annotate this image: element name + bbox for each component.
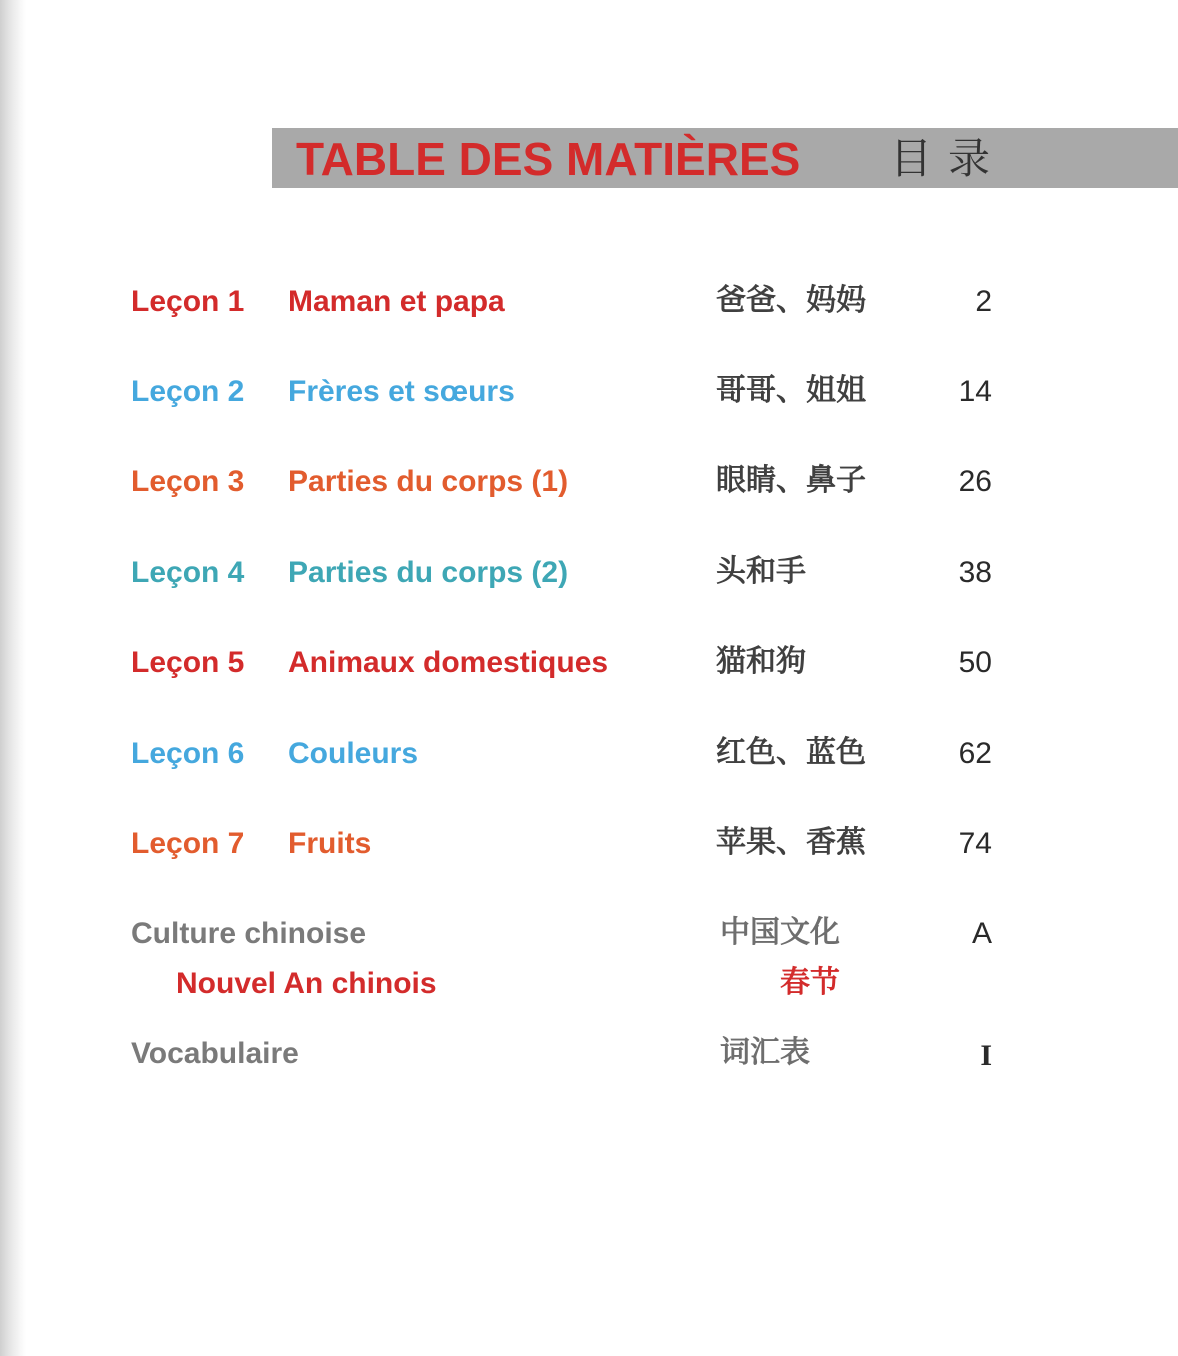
lesson-title: Animaux domestiques	[288, 646, 609, 679]
culture-sub-label-chinese: 春节	[780, 965, 840, 1000]
page-number: 26	[958, 465, 992, 498]
toc-entry-lesson-4[interactable]	[0, 551, 1178, 595]
lesson-title-chinese: 猫和狗	[716, 644, 806, 679]
lesson-number: Leçon 3	[131, 465, 245, 498]
lesson-number: Leçon 5	[131, 646, 245, 679]
lesson-number: Leçon 7	[131, 827, 245, 860]
toc-entry-lesson-1[interactable]	[0, 280, 1178, 324]
lesson-number: Leçon 2	[131, 375, 245, 408]
lesson-title-chinese: 苹果、香蕉	[716, 825, 866, 860]
page-number: 14	[958, 375, 992, 408]
lesson-title-chinese: 爸爸、妈妈	[716, 283, 866, 318]
culture-label: Culture chinoise	[131, 917, 367, 950]
toc-entry-lesson-3[interactable]	[0, 460, 1178, 504]
lesson-title: Fruits	[288, 827, 372, 860]
toc-entry-lesson-5[interactable]	[0, 641, 1178, 685]
lesson-number: Leçon 1	[131, 285, 245, 318]
vocabulary-label-chinese: 词汇表	[720, 1035, 810, 1070]
title-banner	[272, 128, 1178, 188]
lesson-number: Leçon 4	[131, 556, 245, 589]
toc-entry-lesson-7[interactable]	[0, 822, 1178, 866]
page-title: TABLE DES MATIÈRES	[296, 133, 801, 185]
lesson-title: Frères et sœurs	[288, 375, 515, 408]
culture-page-number: A	[971, 917, 992, 950]
lesson-title-chinese: 头和手	[716, 554, 806, 589]
lesson-title: Parties du corps (1)	[288, 465, 569, 498]
vocabulary-label: Vocabulaire	[131, 1037, 299, 1070]
toc-entry-lesson-6[interactable]	[0, 732, 1178, 776]
page-number: 38	[958, 556, 992, 589]
page-number: 50	[958, 646, 992, 679]
lesson-title-chinese: 红色、蓝色	[716, 735, 866, 770]
lesson-number: Leçon 6	[131, 737, 245, 770]
toc-entry-lesson-2[interactable]	[0, 370, 1178, 414]
page-title-chinese: 目录	[890, 134, 1007, 183]
page-number: 2	[975, 285, 992, 318]
lesson-title-chinese: 哥哥、姐姐	[716, 373, 866, 408]
page-number: 62	[958, 737, 992, 770]
vocabulary-page-number: I	[980, 1039, 992, 1072]
page-number: 74	[958, 827, 992, 860]
culture-sub-label: Nouvel An chinois	[176, 967, 437, 1000]
lesson-title: Parties du corps (2)	[288, 556, 569, 589]
lesson-title-chinese: 眼睛、鼻子	[716, 463, 866, 498]
lesson-title: Couleurs	[288, 737, 419, 770]
culture-label-chinese: 中国文化	[720, 915, 840, 950]
lesson-title: Maman et papa	[288, 285, 505, 318]
